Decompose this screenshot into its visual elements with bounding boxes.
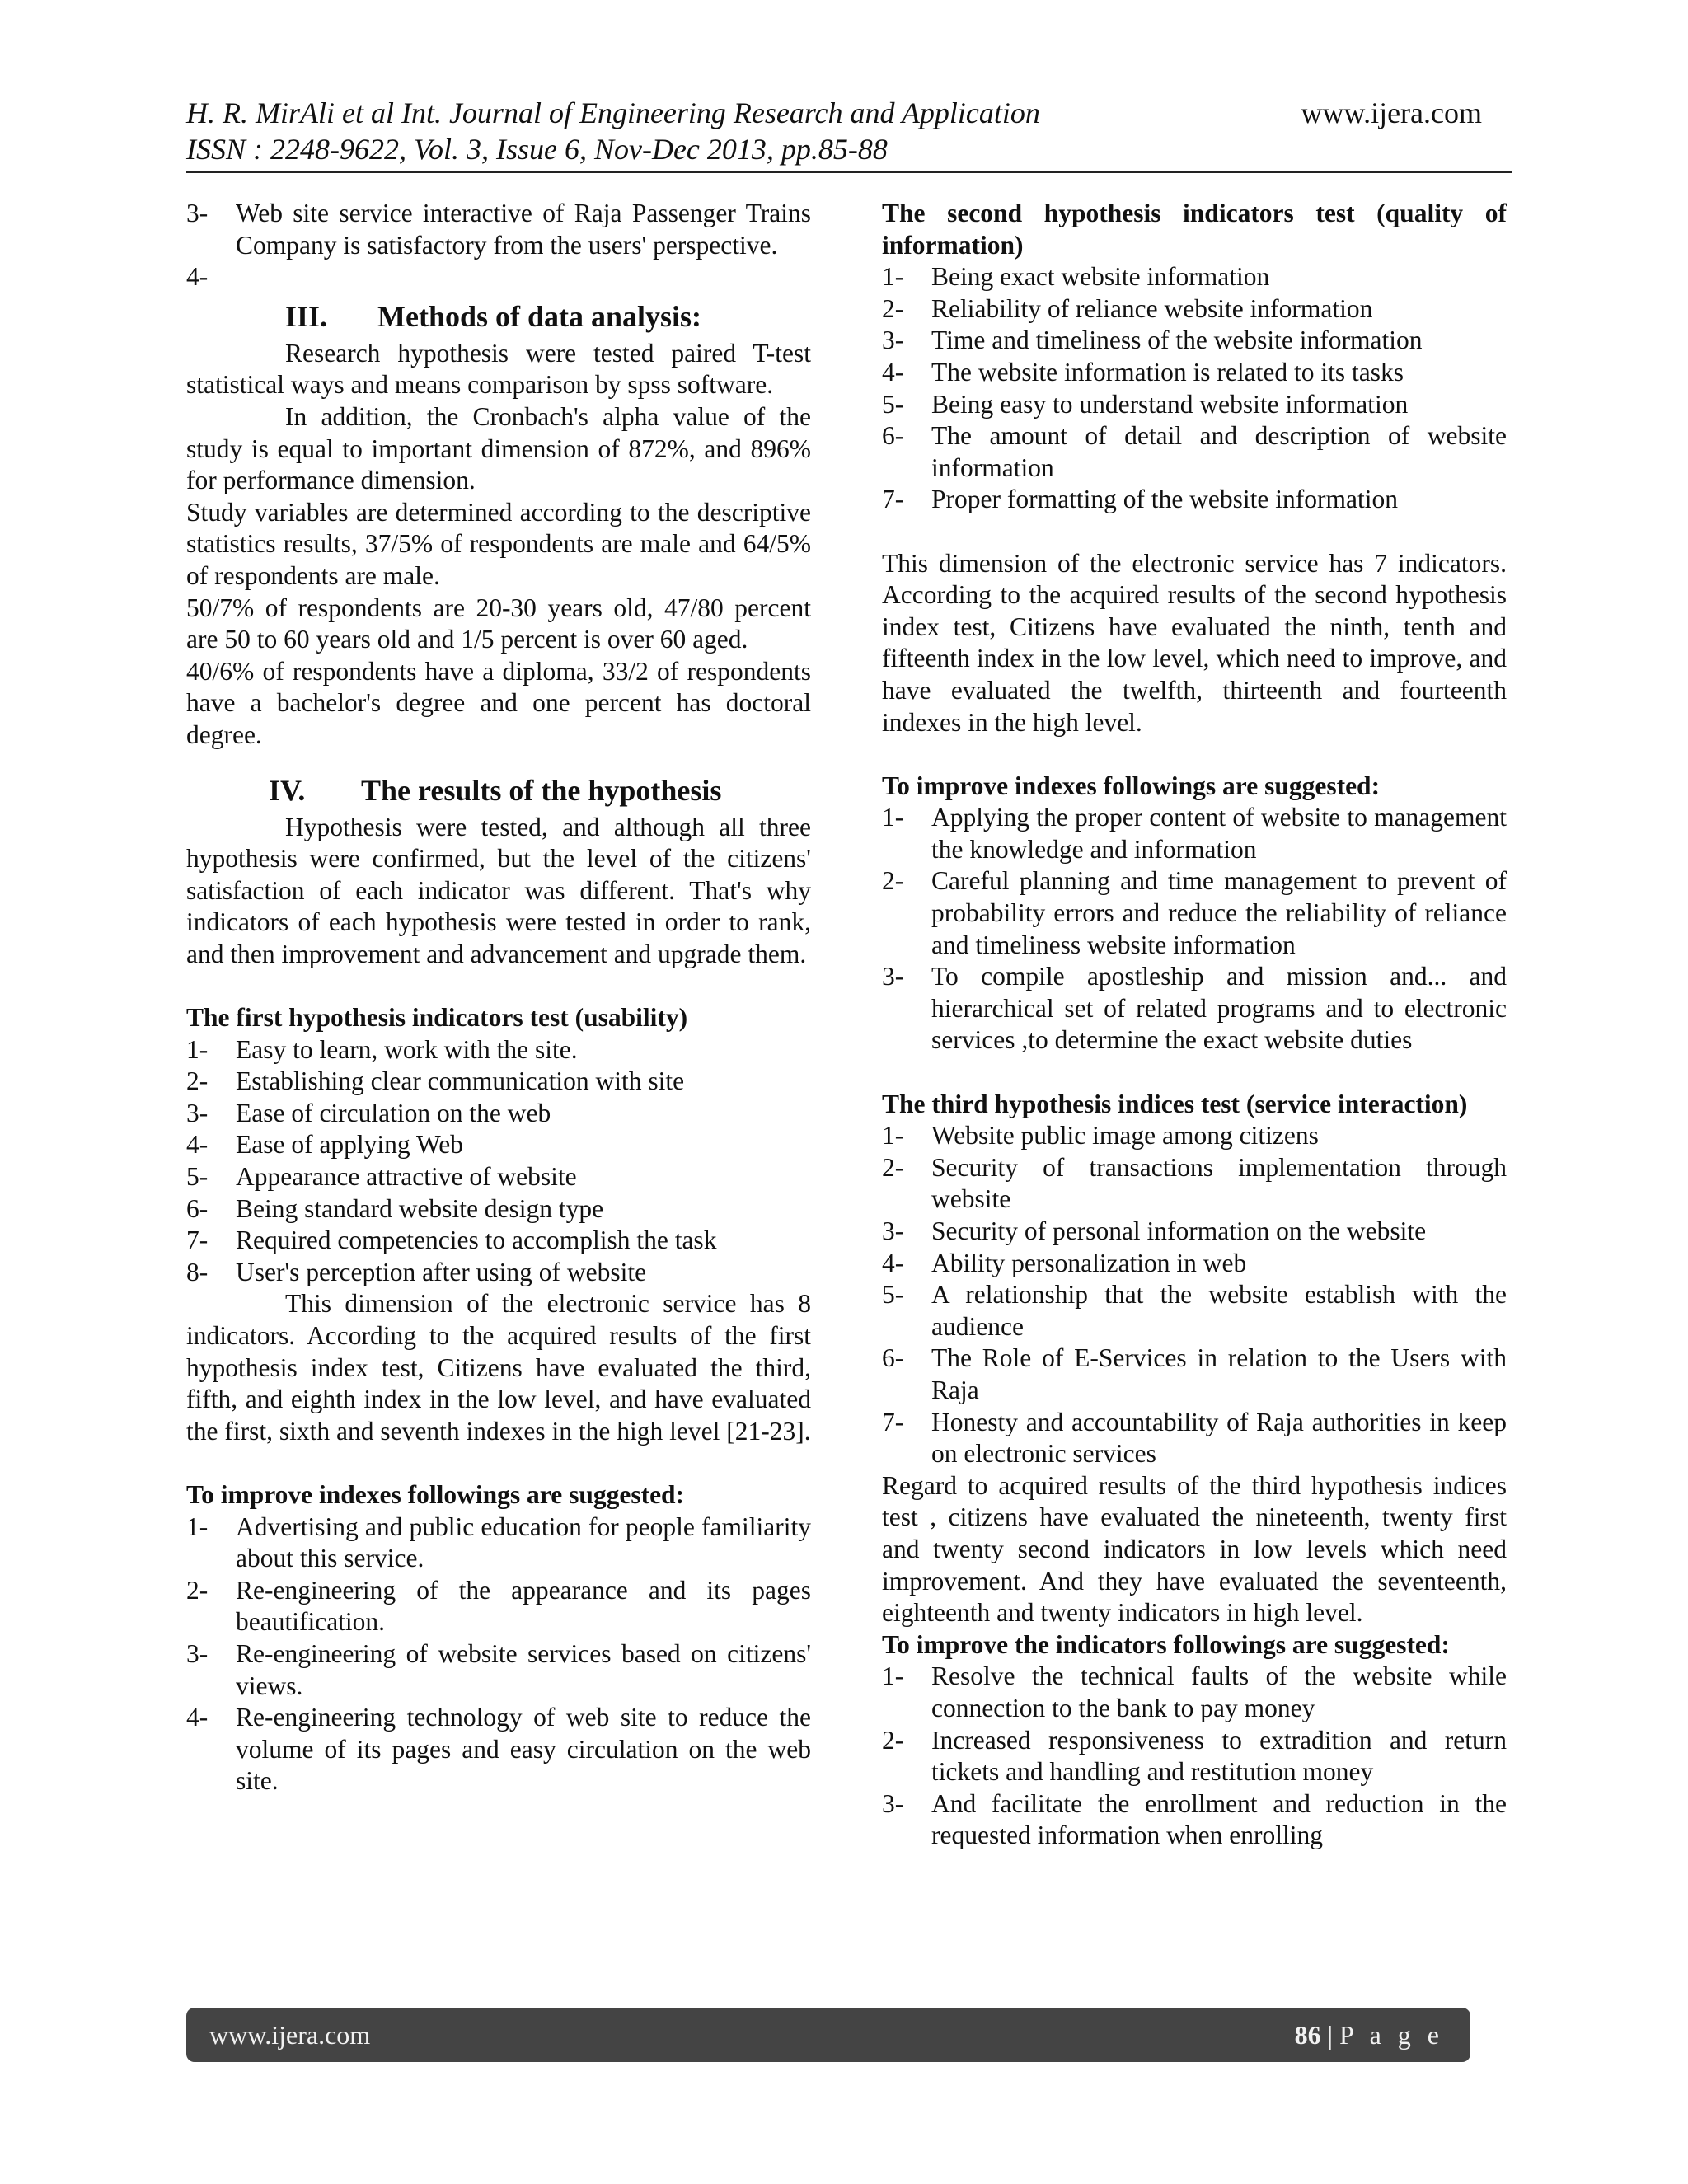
list-item-number: 4- bbox=[186, 1703, 209, 1732]
list-item-text: And facilitate the enrollment and reduction in the requested information when enrolling bbox=[931, 1788, 1507, 1850]
list-item-number: 7- bbox=[882, 1407, 904, 1436]
section-3-heading bbox=[186, 298, 811, 335]
list-item bbox=[882, 1120, 1507, 1152]
list-item bbox=[882, 484, 1507, 516]
list-item-text: Web site service interactive of Raja Passenger Trains Company is satisfactory from the users' perspective. bbox=[236, 199, 811, 260]
list-item bbox=[882, 325, 1507, 357]
second-test-list bbox=[882, 261, 1507, 516]
list-item-number: 2- bbox=[186, 1066, 209, 1096]
list-item bbox=[882, 1248, 1507, 1280]
list-item bbox=[882, 1343, 1507, 1406]
list-item bbox=[186, 1034, 811, 1066]
list-item-number: 6- bbox=[186, 1193, 209, 1223]
list-item-number: 3- bbox=[882, 1788, 904, 1818]
list-item-number: 1- bbox=[882, 1121, 904, 1151]
list-item-text: A relationship that the website establish with the audience bbox=[931, 1280, 1507, 1341]
page-footer bbox=[186, 2008, 1470, 2062]
list-item-number: 6- bbox=[882, 1343, 904, 1373]
list-item-number: 1- bbox=[186, 1511, 209, 1541]
list-item bbox=[882, 293, 1507, 326]
paragraph: This dimension of the electronic service has 7 indicators. According to the acquired results of the second hypothesis index test, Citizens have evaluated the ninth, tenth and fifteenth index in the low level, which need to improve, and have evaluated the twelfth, thirteenth and fourteenth indexes in the high level. bbox=[882, 548, 1507, 737]
list-item bbox=[882, 1725, 1507, 1788]
carry-over-list bbox=[186, 198, 811, 293]
list-item bbox=[186, 1575, 811, 1638]
paragraph: Hypothesis were tested, and although all three hypothesis were confirmed, but the level of the citizens' satisfaction of each indicator was different. That's why indicators of each hypothesis were tested in order to rank, and then improvement and advancement and upgrade them. bbox=[186, 812, 811, 968]
list-item-number: 2- bbox=[882, 293, 904, 323]
list-item-number: 4- bbox=[186, 1130, 209, 1160]
right-column bbox=[882, 198, 1507, 1852]
list-item-number: 5- bbox=[882, 389, 904, 419]
list-item bbox=[882, 1661, 1507, 1724]
header-website-link[interactable]: www.ijera.com bbox=[1301, 96, 1482, 129]
page-word: P a g e bbox=[1339, 2019, 1444, 2050]
list-item-number: 1- bbox=[882, 803, 904, 832]
first-test-heading: The first hypothesis indicators test (usability) bbox=[186, 1003, 688, 1033]
improve-list-1 bbox=[186, 1511, 811, 1797]
paragraph: This dimension of the electronic service has 8 indicators. According to the acquired results of the first hypothesis index test, Citizens have evaluated the third, fifth, and eighth index in the low level, and have evaluated the first, sixth and seventh indexes in the high level [21-23]. bbox=[186, 1289, 811, 1446]
list-item-text: To compile apostleship and mission and... and hierarchical set of related programs and to electronic services ,to determine the exact website duties bbox=[931, 962, 1507, 1055]
paragraph: 50/7% of respondents are 20-30 years old, 47/80 percent are 50 to 60 years old and 1/5 percent is over 60 aged. bbox=[186, 593, 811, 654]
list-item-text: Resolve the technical faults of the website while connection to the bank to pay money bbox=[931, 1661, 1507, 1722]
list-item-number: 4- bbox=[882, 357, 904, 387]
list-item-number: 8- bbox=[186, 1257, 209, 1286]
list-item-number: 3- bbox=[186, 1638, 209, 1668]
list-item-text: Being exact website information bbox=[931, 262, 1270, 292]
list-item-text: Being standard website design type bbox=[236, 1193, 604, 1223]
list-item-number: 5- bbox=[882, 1280, 904, 1310]
list-item bbox=[186, 1225, 811, 1257]
list-item-text: Reliability of reliance website information bbox=[931, 293, 1373, 323]
improve-heading-2: To improve indexes followings are suggested: bbox=[882, 771, 1381, 800]
list-item-text: Security of personal information on the website bbox=[931, 1216, 1427, 1245]
list-item bbox=[186, 1193, 811, 1226]
paragraph: 40/6% of respondents have a diploma, 33/2 of respondents have a bachelor's degree and one percent has doctoral degree. bbox=[186, 656, 811, 749]
list-item bbox=[186, 1066, 811, 1098]
list-item bbox=[882, 1788, 1507, 1852]
list-item-number: 2- bbox=[882, 866, 904, 896]
list-item bbox=[186, 1511, 811, 1575]
list-item-number: 3- bbox=[186, 199, 209, 227]
list-item-text: Proper formatting of the website information bbox=[931, 485, 1398, 514]
list-item bbox=[186, 1098, 811, 1130]
list-item bbox=[882, 261, 1507, 293]
list-item-text: Advertising and public education for people familiarity about this service. bbox=[236, 1511, 811, 1573]
list-item bbox=[882, 1407, 1507, 1470]
improve-list-2 bbox=[882, 802, 1507, 1057]
list-item bbox=[882, 1216, 1507, 1248]
list-item-number: 2- bbox=[882, 1152, 904, 1182]
list-item bbox=[186, 1129, 811, 1161]
list-item bbox=[882, 865, 1507, 961]
list-item-number: 3- bbox=[882, 326, 904, 355]
page-header bbox=[186, 95, 1489, 167]
list-item bbox=[882, 389, 1507, 421]
left-column bbox=[186, 198, 811, 1797]
list-item-text: User's perception after using of website bbox=[236, 1257, 647, 1286]
list-item-text: Ability personalization in web bbox=[931, 1248, 1247, 1277]
list-item-number: 5- bbox=[186, 1162, 209, 1192]
list-item-number: 4- bbox=[882, 1248, 904, 1277]
list-item-text: Honesty and accountability of Raja authorities in keep on electronic services bbox=[931, 1407, 1507, 1469]
list-item bbox=[882, 357, 1507, 389]
list-item bbox=[186, 261, 811, 293]
page-separator: | bbox=[1327, 2019, 1333, 2050]
list-item-text bbox=[236, 261, 811, 293]
list-item-text: Website public image among citizens bbox=[931, 1121, 1319, 1151]
improve-list-3 bbox=[882, 1661, 1507, 1852]
list-item-number: 4- bbox=[186, 262, 209, 292]
header-divider bbox=[186, 171, 1512, 173]
list-item bbox=[186, 1257, 811, 1289]
section-4-number: IV. bbox=[269, 773, 306, 807]
paragraph: In addition, the Cronbach's alpha value of the study is equal to important dimension of 872%, and 896% for performance dimension. bbox=[186, 401, 811, 495]
section-3-title: Methods of data analysis: bbox=[377, 299, 702, 333]
second-test-heading: The second hypothesis indicators test (quality of information) bbox=[882, 199, 1507, 260]
list-item-number: 7- bbox=[882, 485, 904, 514]
list-item-number: 1- bbox=[882, 262, 904, 292]
list-item-text: Being easy to understand website information bbox=[931, 389, 1409, 419]
list-item bbox=[882, 420, 1507, 484]
improve-heading-1: To improve indexes followings are suggested: bbox=[186, 1479, 685, 1509]
list-item bbox=[186, 1638, 811, 1702]
list-item-number: 3- bbox=[882, 962, 904, 991]
paragraph: Research hypothesis were tested paired T-test statistical ways and means comparison by spss software. bbox=[186, 338, 811, 400]
list-item-number: 3- bbox=[882, 1216, 904, 1245]
list-item bbox=[186, 1702, 811, 1797]
list-item bbox=[882, 1279, 1507, 1343]
list-item-number: 2- bbox=[882, 1725, 904, 1755]
journal-line: H. R. MirAli et al Int. Journal of Engineering Research and Application bbox=[186, 96, 1040, 129]
list-item-text: The website information is related to its tasks bbox=[931, 357, 1404, 387]
list-item-number: 7- bbox=[186, 1226, 209, 1255]
list-item-text: Time and timeliness of the website information bbox=[931, 326, 1423, 355]
list-item bbox=[882, 961, 1507, 1057]
list-item-text: Appearance attractive of website bbox=[236, 1162, 577, 1192]
list-item-number: 3- bbox=[186, 1098, 209, 1127]
issn-line: ISSN : 2248-9622, Vol. 3, Issue 6, Nov-Dec 2013, pp.85-88 bbox=[186, 133, 888, 166]
list-item-text: Careful planning and time management to prevent of probability errors and reduce the reliability of reliance and timeliness website information bbox=[931, 866, 1507, 959]
list-item-number: 2- bbox=[186, 1575, 209, 1605]
list-item-text: The Role of E-Services in relation to the Users with Raja bbox=[931, 1343, 1507, 1404]
list-item-text: Applying the proper content of website to management the knowledge and information bbox=[931, 803, 1507, 864]
list-item bbox=[882, 1152, 1507, 1216]
list-item-text: The amount of detail and description of website information bbox=[931, 421, 1507, 482]
footer-website-link[interactable]: www.ijera.com bbox=[209, 2019, 371, 2050]
section-4-heading bbox=[186, 772, 811, 808]
paragraph: Regard to acquired results of the third hypothesis indices test , citizens have evaluated the nineteenth, twenty first and twenty second indicators in low levels which need improvement. And they have evaluated the seventeenth, eighteenth and twenty indicators in high level. bbox=[882, 1470, 1507, 1628]
third-test-heading: The third hypothesis indices test (service interaction) bbox=[882, 1089, 1468, 1118]
section-4-title: The results of the hypothesis bbox=[361, 773, 722, 807]
list-item bbox=[882, 802, 1507, 865]
third-test-list bbox=[882, 1120, 1507, 1470]
paragraph: Study variables are determined according to the descriptive statistics results, 37/5% of respondents are male and 64/5% of respondents are male. bbox=[186, 497, 811, 590]
first-test-list bbox=[186, 1034, 811, 1289]
page-indicator bbox=[1295, 2020, 1444, 2050]
improve-heading-3: To improve the indicators followings are suggested: bbox=[882, 1629, 1450, 1659]
list-item-text: Increased responsiveness to extradition and return tickets and handling and restitution money bbox=[931, 1725, 1507, 1787]
list-item bbox=[186, 198, 811, 261]
list-item-text: Re-engineering of website services based on citizens' views. bbox=[236, 1638, 811, 1700]
list-item-number: 1- bbox=[882, 1661, 904, 1691]
list-item-number: 1- bbox=[186, 1034, 209, 1064]
list-item bbox=[186, 1161, 811, 1193]
list-item-text: Re-engineering of the appearance and its pages beautification. bbox=[236, 1575, 811, 1637]
list-item-text: Easy to learn, work with the site. bbox=[236, 1034, 578, 1064]
list-item-number: 6- bbox=[882, 421, 904, 451]
page-number: 86 bbox=[1294, 2019, 1321, 2050]
list-item-text: Ease of circulation on the web bbox=[236, 1098, 551, 1127]
section-3-number: III. bbox=[285, 299, 328, 333]
list-item-text: Security of transactions implementation through website bbox=[931, 1152, 1507, 1214]
list-item-text: Ease of applying Web bbox=[236, 1130, 463, 1160]
list-item-text: Re-engineering technology of web site to reduce the volume of its pages and easy circulation on the web site. bbox=[236, 1703, 811, 1796]
list-item-text: Required competencies to accomplish the task bbox=[236, 1226, 717, 1255]
list-item-text: Establishing clear communication with site bbox=[236, 1066, 685, 1096]
